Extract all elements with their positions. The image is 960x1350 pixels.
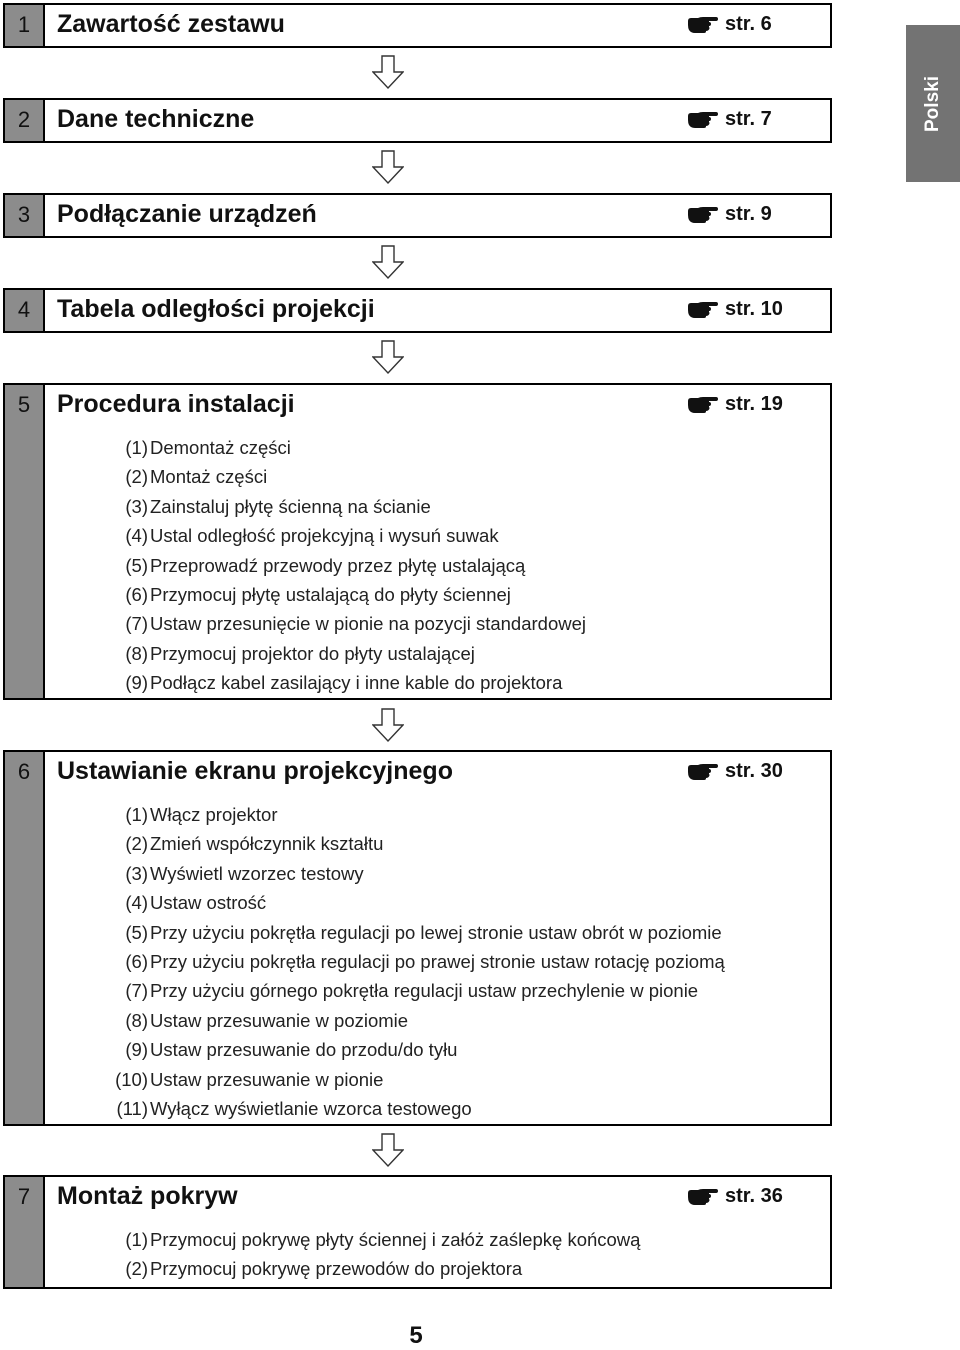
step-index: (4) — [125, 525, 148, 547]
step-text: Ustaw ostrość — [150, 892, 267, 914]
step-item — [108, 1065, 725, 1094]
step-text: Ustaw przesuwanie w poziomie — [150, 1009, 409, 1031]
section-number: 7 — [17, 1184, 31, 1209]
down-arrow-icon — [372, 708, 404, 742]
step-item — [108, 433, 586, 462]
step-list — [108, 1225, 640, 1284]
section-number-cell — [5, 385, 45, 698]
page-reference-link[interactable] — [687, 203, 772, 226]
section-number: 4 — [17, 297, 31, 322]
section-number-cell — [5, 195, 45, 236]
page-reference-label: str. 9 — [725, 203, 772, 225]
page-reference-label: str. 19 — [725, 393, 783, 415]
page-reference-link[interactable] — [687, 13, 772, 36]
language-tab-label: Polski — [922, 75, 943, 132]
step-index: (2) — [125, 833, 148, 855]
page-reference-link[interactable] — [687, 1185, 783, 1208]
step-index: (7) — [125, 613, 148, 635]
down-arrow-icon — [372, 55, 404, 89]
step-item — [108, 492, 586, 521]
down-arrow-icon — [372, 340, 404, 374]
pointing-hand-icon — [687, 301, 719, 319]
step-item — [108, 976, 725, 1005]
step-item — [108, 1094, 725, 1123]
step-index: (2) — [125, 1258, 148, 1280]
step-item — [108, 580, 586, 609]
step-item — [108, 1035, 725, 1064]
section-3 — [3, 193, 832, 238]
step-text: Przeprowadź przewody przez płytę ustalającą — [150, 554, 526, 576]
step-index: (5) — [125, 921, 148, 943]
down-arrow-icon — [372, 1133, 404, 1167]
step-text: Ustal odległość projekcyjną i wysuń suwak — [150, 525, 499, 547]
section-number: 2 — [17, 107, 31, 132]
down-arrow-icon — [372, 245, 404, 279]
section-title: Tabela odległości projekcji — [57, 295, 375, 323]
page-number: 5 — [409, 1322, 423, 1349]
section-number: 6 — [17, 759, 31, 784]
page-reference-label: str. 36 — [725, 1185, 783, 1207]
step-index: (9) — [125, 1039, 148, 1061]
step-item — [108, 947, 725, 976]
step-index: (6) — [125, 584, 148, 606]
section-2 — [3, 98, 832, 143]
step-index: (10) — [115, 1068, 148, 1090]
step-index: (1) — [125, 804, 148, 825]
pointing-hand-icon — [687, 396, 719, 414]
step-item — [108, 800, 725, 829]
section-number-cell — [5, 5, 45, 46]
section-5 — [3, 383, 832, 700]
section-number: 1 — [17, 12, 31, 37]
step-item — [108, 918, 725, 947]
pointing-hand-icon — [687, 16, 719, 34]
step-text: Demontaż części — [150, 437, 291, 458]
step-text: Przymocuj płytę ustalającą do płyty ściennej — [150, 584, 511, 606]
section-title: Dane techniczne — [57, 105, 255, 133]
step-item — [108, 1225, 640, 1254]
step-item — [108, 829, 725, 858]
section-title: Montaż pokryw — [57, 1182, 238, 1210]
step-text: Podłącz kabel zasilający i inne kable do projektora — [150, 672, 563, 694]
step-text: Włącz projektor — [150, 804, 278, 825]
step-item — [108, 521, 586, 550]
step-text: Ustaw przesuwanie do przodu/do tyłu — [150, 1039, 458, 1061]
pointing-hand-icon — [687, 206, 719, 224]
section-number-cell — [5, 290, 45, 331]
step-text: Przy użyciu pokrętła regulacji po prawej stronie ustaw rotację poziomą — [150, 951, 725, 973]
step-item — [108, 1006, 725, 1035]
page-reference-link[interactable] — [687, 760, 783, 783]
section-title: Podłączanie urządzeń — [57, 200, 317, 228]
step-text: Wyłącz wyświetlanie wzorca testowego — [150, 1098, 472, 1120]
section-title: Zawartość zestawu — [57, 10, 285, 38]
step-index: (7) — [125, 980, 148, 1002]
step-text: Montaż części — [150, 466, 268, 488]
page-reference-label: str. 6 — [725, 13, 772, 35]
step-item — [108, 551, 586, 580]
section-number-cell — [5, 1177, 45, 1287]
step-index: (5) — [125, 554, 148, 576]
step-list — [108, 800, 725, 1123]
step-index: (2) — [125, 466, 148, 488]
step-index: (8) — [125, 642, 148, 664]
section-6 — [3, 750, 832, 1126]
section-number-cell — [5, 100, 45, 141]
down-arrow-icon — [372, 150, 404, 184]
step-item — [108, 888, 725, 917]
step-index: (11) — [116, 1098, 148, 1120]
step-item — [108, 1254, 640, 1283]
section-7 — [3, 1175, 832, 1289]
language-tab[interactable] — [906, 25, 960, 182]
step-item — [108, 668, 586, 697]
step-text: Ustaw przesunięcie w pionie na pozycji standardowej — [150, 613, 587, 635]
section-title: Ustawianie ekranu projekcyjnego — [57, 757, 453, 785]
step-index: (1) — [125, 1229, 148, 1250]
step-list — [108, 433, 586, 698]
section-number: 5 — [17, 392, 31, 417]
step-text: Przy użyciu pokrętła regulacji po lewej stronie ustaw obrót w poziomie — [150, 921, 722, 943]
step-index: (8) — [125, 1009, 148, 1031]
pointing-hand-icon — [687, 1188, 719, 1206]
page-reference-label: str. 10 — [725, 298, 783, 320]
step-item — [108, 462, 586, 491]
step-item — [108, 609, 586, 638]
step-index: (1) — [125, 437, 148, 458]
page-reference-label: str. 7 — [725, 108, 772, 130]
step-text: Wyświetl wzorzec testowy — [150, 862, 364, 884]
step-text: Zmień współczynnik kształtu — [150, 833, 384, 855]
step-text: Zainstaluj płytę ścienną na ścianie — [150, 495, 431, 517]
section-number: 3 — [17, 202, 31, 227]
step-index: (3) — [125, 495, 148, 517]
step-item — [108, 639, 586, 668]
step-text: Przymocuj pokrywę płyty ściennej i załóż zaślepkę końcową — [150, 1229, 641, 1250]
section-number-cell — [5, 752, 45, 1124]
pointing-hand-icon — [687, 763, 719, 781]
page-reference-label: str. 30 — [725, 760, 783, 782]
step-item — [108, 859, 725, 888]
step-text: Przymocuj projektor do płyty ustalającej — [150, 642, 475, 664]
step-text: Ustaw przesuwanie w pionie — [150, 1068, 384, 1090]
step-text: Przy użyciu górnego pokrętła regulacji ustaw przechylenie w pionie — [150, 980, 699, 1002]
section-title: Procedura instalacji — [57, 390, 295, 418]
step-text: Przymocuj pokrywę przewodów do projektora — [150, 1258, 523, 1280]
section-1 — [3, 3, 832, 48]
step-index: (6) — [125, 951, 148, 973]
pointing-hand-icon — [687, 111, 719, 129]
page-reference-link[interactable] — [687, 298, 783, 321]
page-reference-link[interactable] — [687, 393, 783, 416]
step-index: (4) — [125, 892, 148, 914]
step-index: (9) — [125, 672, 148, 694]
step-index: (3) — [125, 862, 148, 884]
section-4 — [3, 288, 832, 333]
page-reference-link[interactable] — [687, 108, 772, 131]
